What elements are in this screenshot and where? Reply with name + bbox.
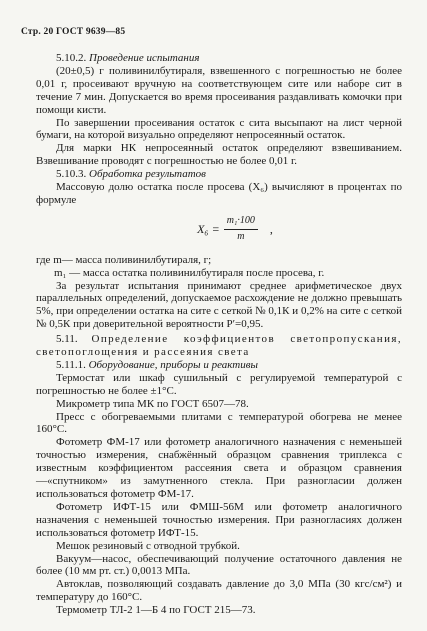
section-number: 5.11. xyxy=(56,333,78,346)
formula-fraction xyxy=(224,215,258,244)
section-5-11-heading xyxy=(36,333,402,359)
paragraph: По завершении просеивания остаток с сита высыпают на лист черной бумаги, на которой визуально определяют непросеянный остаток. xyxy=(36,116,402,142)
formula-legend-line: m₁ — масса остатка поливинилбутираля после просева, г. xyxy=(54,266,325,279)
formula-legend-line: где m— масса поливинилбутираля, г; xyxy=(36,253,212,266)
section-5-10-3-heading xyxy=(36,168,402,181)
equipment-item: Фотометр ИФТ-15 или ФМШ-56М или фотометр аналогичного назначения с неменьшей точностью измерения. При разногласиях должен использоваться фотометр ИФТ-15. xyxy=(36,500,402,539)
paragraph: (20±0,5) г поливинилбутираля, взвешенного с погрешностью не более 0,01 г, просеивают вручную на соответствующем сите или наборе сит в течение 7 мин. Допускается во время просеивания раздавливать комочки при помощи кисти. xyxy=(36,64,402,116)
section-title: Проведение испытания xyxy=(89,52,200,64)
formula-lhs: X₆ = xyxy=(197,221,220,236)
equipment-item: Фотометр ФМ-17 или фотометр аналогичного назначения с неменьшей точностью измерения, снабжённый образцом сравнения триплекса с известным коэффициентом рассеяния света и образцом сравнения—«спутником» из замутненного стекла. При разногласии должен использоваться фотометр ФМ-17. xyxy=(36,436,402,500)
paragraph: Для марки НК непросеянный остаток определяют взвешиванием. Взвешивание проводят с погрешностью не более 0,01 г. xyxy=(36,142,402,168)
section-number: 5.10.3. xyxy=(56,168,87,181)
page-header: Стр. 20 ГОСТ 9639—85 xyxy=(21,27,126,37)
section-title: Оборудование, приборы и реактивы xyxy=(88,358,258,371)
equipment-item: Пресс с обогреваемыми плитами с температурой обогрева не менее 160°С. xyxy=(36,410,402,436)
page-content xyxy=(36,52,402,617)
section-title: Определение коэффициентов светопропускания, светопоглощения и рассеяния света xyxy=(36,333,402,359)
formula-denominator: m xyxy=(237,230,245,242)
equipment-item: Микрометр типа МК по ГОСТ 6507—78. xyxy=(56,397,249,410)
formula-numerator: m₁·100 xyxy=(224,215,258,230)
paragraph: Массовую долю остатка после просева (X₆) вычисляют в процентах по формуле xyxy=(36,181,402,206)
section-number: 5.10.2. xyxy=(56,52,87,64)
equipment-item: Автоклав, позволяющий создавать давление до 3,0 МПа (30 кгс/см²) и температуру до 160°С. xyxy=(36,578,402,604)
section-5-11-1-heading xyxy=(36,359,402,372)
equipment-item: Вакуум—насос, обеспечивающий получение остаточного давления не более (10 мм рт. ст.) 0,0013 МПа. xyxy=(36,552,402,578)
equipment-item: Термометр ТЛ-2 1—Б 4 по ГОСТ 215—73. xyxy=(56,604,256,617)
paragraph: За результат испытания принимают среднее арифметическое двух параллельных определений, допускаемое расхождение не должно превышать 5%, при определении остатка на сите с сеткой № 0,1К и 0,2% на сите с сеткой № 0,5К при доверительной вероятности P′=0,95. xyxy=(36,279,402,331)
section-title: Обработка результатов xyxy=(89,168,206,181)
equipment-item: Термостат или шкаф сушильный с регулируемой температурой с погрешностью не более ±1°С. xyxy=(36,371,402,397)
formula-trail: , xyxy=(269,221,273,236)
equipment-item: Мешок резиновый с отводной трубкой. xyxy=(56,539,240,552)
section-number: 5.11.1. xyxy=(56,358,86,371)
formula xyxy=(68,215,402,244)
section-5-10-2-heading xyxy=(36,52,402,65)
